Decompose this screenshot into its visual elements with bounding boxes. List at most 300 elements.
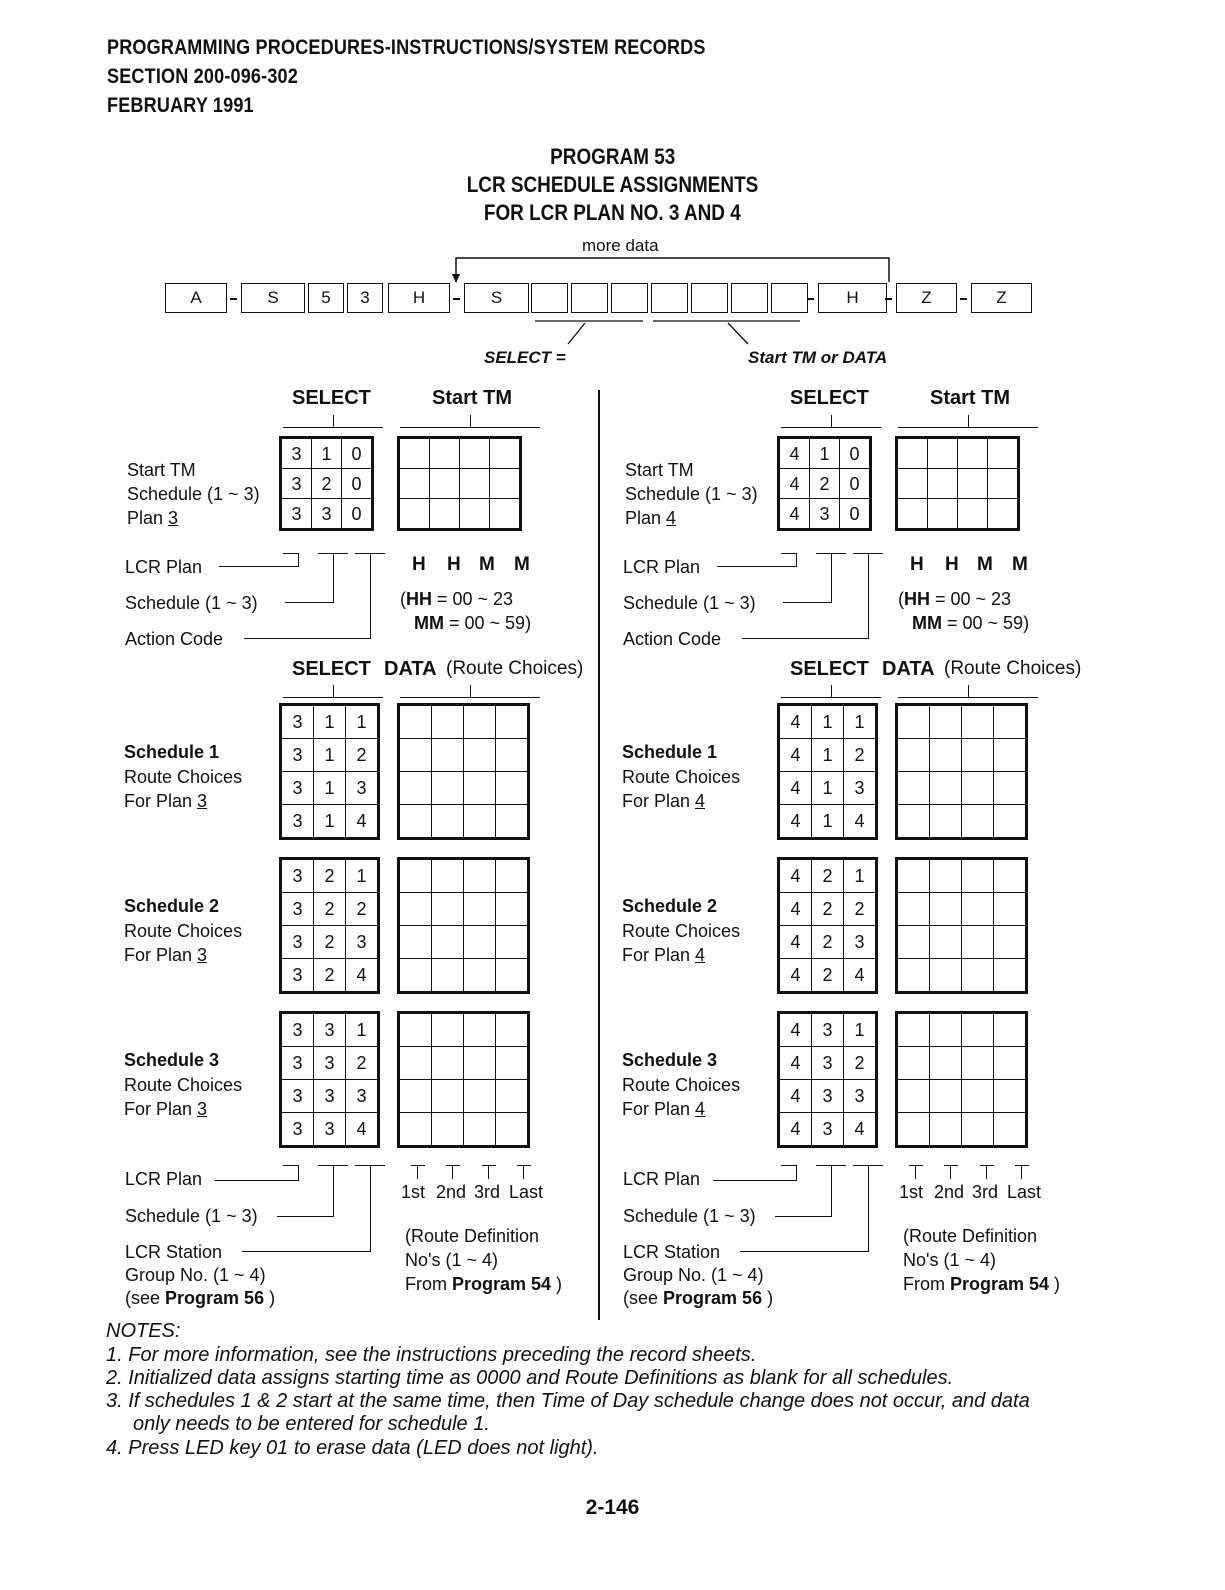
- entry-cell: [464, 739, 496, 772]
- entry-cell: [432, 959, 464, 993]
- header-bracket-tick: [470, 685, 471, 697]
- paren: ): [762, 1288, 774, 1308]
- route-choices-label: Route Choices: [622, 921, 741, 941]
- schedule-title: Schedule 1: [124, 742, 220, 762]
- route-choice-grid: [895, 1011, 1028, 1148]
- entry-cell: [897, 959, 930, 993]
- select-digit: 0: [840, 438, 871, 469]
- entry-cell: [928, 438, 958, 469]
- select-digit: 1: [346, 705, 379, 739]
- select-digit: 4: [779, 859, 812, 893]
- select-digit: 1: [812, 739, 844, 772]
- see-program-56: [623, 1286, 773, 1310]
- entry-cell: [962, 1113, 994, 1147]
- leader-line: [853, 553, 883, 554]
- group-no-label: Group No. (1 ~ 4): [125, 1265, 266, 1285]
- leader-line: [853, 1165, 883, 1166]
- route-choices-label: Route Choices: [124, 767, 243, 787]
- entry-cell: [399, 705, 432, 739]
- leader-line: [333, 553, 334, 603]
- select-digit: 4: [779, 1113, 812, 1147]
- entry-cell: [988, 438, 1019, 469]
- see-program-56: [125, 1286, 275, 1310]
- for-plan-label: [622, 943, 705, 967]
- start-select-grid: [777, 436, 872, 531]
- leader-line: [781, 1165, 797, 1166]
- paren: (: [898, 589, 904, 609]
- sequence-key: Z: [971, 283, 1032, 313]
- note-3-continued: only needs to be entered for schedule 1.: [133, 1413, 490, 1435]
- hhmm-letter: M: [479, 554, 495, 575]
- select-digit: 1: [346, 1013, 379, 1047]
- route-choices-label: Route Choices: [124, 1075, 243, 1095]
- leader-line: [868, 553, 869, 639]
- entry-cell: [399, 772, 432, 805]
- entry-cell: [994, 772, 1027, 805]
- select-digit: 3: [812, 1013, 844, 1047]
- select-digit: 2: [844, 1047, 877, 1080]
- select-digit: 3: [844, 926, 877, 959]
- schedule-title: Schedule 2: [124, 896, 220, 916]
- select-digit: 1: [812, 805, 844, 839]
- entry-cell: [994, 959, 1027, 993]
- schedule-range-label: Schedule (1 ~ 3): [127, 484, 260, 504]
- select-digit: 1: [812, 705, 844, 739]
- route-order-label: 1st: [401, 1182, 426, 1202]
- hh-range: [400, 587, 513, 611]
- lcr-plan-label: LCR Plan: [623, 1169, 701, 1189]
- for-plan-word: For Plan: [622, 945, 691, 965]
- entry-cell: [930, 926, 962, 959]
- schedule-range-label: Schedule (1 ~ 3): [625, 484, 758, 504]
- note-1: 1. For more information, see the instructions preceding the record sheets.: [106, 1344, 757, 1366]
- leader-line: [796, 553, 797, 567]
- select-digit: 2: [812, 926, 844, 959]
- entry-cell: [432, 1013, 464, 1047]
- for-plan-word: For Plan: [124, 945, 193, 965]
- select-digit: 4: [779, 1013, 812, 1047]
- leader-line: [796, 1165, 797, 1181]
- leader-line: [717, 566, 797, 567]
- entry-cell: [988, 469, 1019, 499]
- order-tick: [523, 1165, 524, 1179]
- entry-cell: [928, 469, 958, 499]
- hhmm-letter: H: [412, 554, 426, 575]
- mm-label: MM: [414, 613, 444, 633]
- entry-cell: [897, 772, 930, 805]
- entry-cell: [958, 438, 988, 469]
- entry-cell: [460, 499, 490, 530]
- select-digit: 2: [346, 893, 379, 926]
- select-digit: 3: [812, 1047, 844, 1080]
- data-column-header: DATA: [384, 658, 437, 680]
- program-54-ref: Program 54: [950, 1274, 1050, 1294]
- header-bracket-tick: [470, 415, 471, 427]
- entry-cell: [496, 1013, 529, 1047]
- schedule-title: Schedule 1: [622, 742, 718, 762]
- header-bracket: [400, 427, 540, 428]
- select-digit: 3: [281, 805, 314, 839]
- header-bracket-tick: [333, 685, 334, 697]
- select-digit: 3: [281, 1047, 314, 1080]
- select-digit: 3: [281, 499, 312, 530]
- entry-cell: [399, 499, 430, 530]
- entry-cell: [994, 859, 1027, 893]
- select-digit: 0: [342, 499, 373, 530]
- lcr-station-label: LCR Station: [125, 1242, 223, 1262]
- entry-cell: [930, 772, 962, 805]
- entry-cell: [930, 1113, 962, 1147]
- entry-cell: [399, 438, 430, 469]
- lcr-station-label: LCR Station: [623, 1242, 721, 1262]
- entry-cell: [496, 772, 529, 805]
- order-tick: [986, 1165, 987, 1179]
- entry-cell: [432, 1080, 464, 1113]
- plan-word: Plan: [127, 508, 164, 528]
- entry-cell: [496, 1080, 529, 1113]
- header-bracket: [781, 697, 881, 698]
- hh-range-text: = 00 ~ 23: [432, 589, 514, 609]
- entry-cell: [432, 805, 464, 839]
- entry-cell: [399, 1047, 432, 1080]
- select-digit: 1: [314, 739, 346, 772]
- entry-cell: [460, 438, 490, 469]
- select-digit: 4: [844, 959, 877, 993]
- leader-line: [740, 1251, 869, 1252]
- select-digit: 1: [844, 1013, 877, 1047]
- entry-cell: [496, 739, 529, 772]
- hh-label: HH: [406, 589, 432, 609]
- select-digit: 4: [779, 438, 810, 469]
- entry-cell: [399, 859, 432, 893]
- document-header-line-2: SECTION 200-096-302: [107, 65, 298, 88]
- entry-cell: [897, 1013, 930, 1047]
- select-digit: 3: [281, 959, 314, 993]
- route-select-grid: [777, 857, 878, 994]
- entry-cell: [496, 805, 529, 839]
- header-bracket: [898, 427, 1038, 428]
- entry-cell: [930, 1080, 962, 1113]
- from-text: From: [405, 1274, 452, 1294]
- select-digit: 3: [281, 739, 314, 772]
- route-order-label: 3rd: [972, 1182, 999, 1202]
- select-digit: 4: [346, 959, 379, 993]
- entry-cell: [490, 499, 521, 530]
- entry-cell: [464, 1080, 496, 1113]
- route-definition-range: No's (1 ~ 4): [405, 1250, 498, 1270]
- entry-cell: [988, 499, 1019, 530]
- route-choices-label: Route Choices: [622, 767, 741, 787]
- select-digit: 1: [346, 859, 379, 893]
- select-digit: 1: [844, 859, 877, 893]
- for-plan-word: For Plan: [622, 1099, 691, 1119]
- program-56-ref: Program 56: [165, 1288, 265, 1308]
- start-time-grid: [397, 436, 522, 531]
- for-plan-label: [124, 943, 207, 967]
- entry-cell: [962, 926, 994, 959]
- entry-cell: [464, 959, 496, 993]
- select-digit: 4: [779, 805, 812, 839]
- route-choices-header: (Route Choices): [446, 658, 584, 679]
- entry-cell: [928, 499, 958, 530]
- entry-cell: [930, 1013, 962, 1047]
- select-digit: 3: [812, 1113, 844, 1147]
- select-column-header: SELECT: [790, 658, 869, 680]
- order-tick: [488, 1165, 489, 1179]
- paren: ): [551, 1274, 563, 1294]
- select-digit: 4: [779, 705, 812, 739]
- select-digit: 3: [844, 1080, 877, 1113]
- header-bracket: [898, 697, 1038, 698]
- entry-cell: [496, 1113, 529, 1147]
- leader-line: [244, 638, 371, 639]
- document-header-line-1: PROGRAMMING PROCEDURES-INSTRUCTIONS/SYSTEM RECORDS: [107, 36, 706, 59]
- entry-cell: [994, 705, 1027, 739]
- entry-cell: [897, 859, 930, 893]
- start-select-grid: [279, 436, 374, 531]
- schedule-title: Schedule 3: [622, 1050, 718, 1070]
- select-digit: 3: [281, 926, 314, 959]
- entry-cell: [432, 772, 464, 805]
- entry-cell: [962, 893, 994, 926]
- entry-cell: [490, 438, 521, 469]
- leader-line: [283, 1165, 299, 1166]
- group-no-label: Group No. (1 ~ 4): [623, 1265, 764, 1285]
- entry-cell: [897, 1080, 930, 1113]
- entry-cell: [930, 705, 962, 739]
- entry-cell: [464, 1113, 496, 1147]
- data-column-header: DATA: [882, 658, 935, 680]
- route-definition-range: No's (1 ~ 4): [903, 1250, 996, 1270]
- entry-cell: [897, 499, 928, 530]
- select-digit: 2: [810, 469, 840, 499]
- order-tick: [417, 1165, 418, 1179]
- select-digit: 3: [314, 1080, 346, 1113]
- header-bracket-tick: [831, 415, 832, 427]
- route-choice-grid: [895, 703, 1028, 840]
- select-digit: 4: [779, 469, 810, 499]
- see-text: (see: [623, 1288, 664, 1308]
- header-bracket: [283, 697, 383, 698]
- mm-range-text: = 00 ~ 59): [444, 613, 532, 633]
- leader-line: [868, 1165, 869, 1252]
- header-bracket-tick: [968, 415, 969, 427]
- route-order-label: 3rd: [474, 1182, 501, 1202]
- select-digit: 0: [840, 469, 871, 499]
- entry-cell: [496, 959, 529, 993]
- order-tick: [915, 1165, 916, 1179]
- entry-cell: [897, 926, 930, 959]
- route-definition-label: (Route Definition: [405, 1226, 540, 1246]
- select-digit: 1: [812, 772, 844, 805]
- route-choice-grid: [895, 857, 1028, 994]
- select-digit: 3: [281, 1013, 314, 1047]
- entry-cell: [994, 1013, 1027, 1047]
- route-order-label: Last: [509, 1182, 544, 1202]
- entry-cell: [464, 926, 496, 959]
- select-digit: 3: [346, 926, 379, 959]
- leader-line: [355, 553, 385, 554]
- sequence-key: H: [818, 283, 887, 313]
- route-choice-grid: [397, 1011, 530, 1148]
- entry-cell: [430, 469, 460, 499]
- select-digit: 3: [844, 772, 877, 805]
- select-digit: 2: [314, 859, 346, 893]
- entry-cell: [432, 859, 464, 893]
- entry-cell: [962, 772, 994, 805]
- entry-cell: [962, 859, 994, 893]
- from-program-54: [903, 1272, 1060, 1296]
- sequence-connectors: [0, 0, 1225, 380]
- for-plan-label: [622, 789, 705, 813]
- select-digit: 3: [812, 1080, 844, 1113]
- select-digit: 3: [281, 438, 312, 469]
- select-digit: 3: [281, 859, 314, 893]
- note-2: 2. Initialized data assigns starting time as 0000 and Route Definitions as blank for all schedules.: [106, 1367, 954, 1389]
- route-choices-label: Route Choices: [124, 921, 243, 941]
- entry-cell: [399, 469, 430, 499]
- route-select-grid: [279, 857, 380, 994]
- route-choices-label: Route Choices: [622, 1075, 741, 1095]
- paren: (: [400, 589, 406, 609]
- paren: ): [1049, 1274, 1061, 1294]
- route-choice-grid: [397, 703, 530, 840]
- route-select-grid: [777, 1011, 878, 1148]
- route-definition-label: (Route Definition: [903, 1226, 1038, 1246]
- entry-cell: [994, 1080, 1027, 1113]
- note-4: 4. Press LED key 01 to erase data (LED does not light).: [106, 1437, 599, 1459]
- start-time-grid: [895, 436, 1020, 531]
- leader-line: [355, 1165, 385, 1166]
- action-code-label: Action Code: [125, 629, 224, 649]
- select-digit: 2: [812, 893, 844, 926]
- select-digit: 3: [346, 772, 379, 805]
- leader-line: [370, 553, 371, 639]
- select-digit: 2: [844, 893, 877, 926]
- leader-line: [298, 1165, 299, 1181]
- select-digit: 4: [779, 499, 810, 530]
- entry-cell: [464, 705, 496, 739]
- entry-cell: [464, 1047, 496, 1080]
- action-code-label: Action Code: [623, 629, 722, 649]
- entry-cell: [897, 705, 930, 739]
- select-digit: 3: [281, 705, 314, 739]
- order-tick: [1021, 1165, 1022, 1179]
- see-text: (see: [125, 1288, 166, 1308]
- select-digit: 4: [779, 926, 812, 959]
- hhmm-letter: M: [514, 554, 530, 575]
- entry-cell: [962, 959, 994, 993]
- select-digit: 4: [844, 1113, 877, 1147]
- mm-label: MM: [912, 613, 942, 633]
- for-plan-label: [124, 1097, 207, 1121]
- sequence-key: S: [464, 283, 529, 313]
- leader-line: [775, 1216, 831, 1217]
- select-digit: 3: [346, 1080, 379, 1113]
- leader-line: [277, 1216, 333, 1217]
- start-tm-label: Start TM: [625, 460, 694, 480]
- entry-cell: [490, 469, 521, 499]
- route-select-grid: [279, 703, 380, 840]
- select-digit: 1: [314, 805, 346, 839]
- plan-number: 4: [695, 791, 706, 811]
- entry-cell: [464, 805, 496, 839]
- schedule-leader-label: Schedule (1 ~ 3): [623, 1206, 756, 1226]
- sequence-key: A: [165, 283, 227, 313]
- sequence-key: 5: [308, 283, 344, 313]
- entry-cell: [432, 705, 464, 739]
- hhmm-letter: H: [447, 554, 461, 575]
- select-digit: 3: [314, 1113, 346, 1147]
- leader-line: [781, 553, 797, 554]
- entry-cell: [962, 1047, 994, 1080]
- start-tm-or-data-label: Start TM or DATA: [748, 348, 888, 367]
- page-number: 2-146: [585, 1496, 640, 1519]
- entry-cell: [432, 1047, 464, 1080]
- schedule-leader-label: Schedule (1 ~ 3): [623, 593, 756, 613]
- leader-line: [298, 553, 299, 567]
- entry-cell: [962, 739, 994, 772]
- leader-line: [713, 1180, 797, 1181]
- select-digit: 1: [314, 705, 346, 739]
- sequence-key: 3: [347, 283, 383, 313]
- entry-cell: [897, 893, 930, 926]
- header-bracket: [781, 427, 881, 428]
- schedule-title: Schedule 2: [622, 896, 718, 916]
- column-divider: [598, 390, 600, 1320]
- paren: ): [264, 1288, 276, 1308]
- entry-cell: [496, 859, 529, 893]
- from-program-54: [405, 1272, 562, 1296]
- program-title: PROGRAM 53: [549, 144, 676, 169]
- program-subtitle: LCR SCHEDULE ASSIGNMENTS: [466, 172, 759, 197]
- for-plan-word: For Plan: [124, 791, 193, 811]
- entry-cell: [897, 438, 928, 469]
- select-digit: 4: [779, 1047, 812, 1080]
- schedule-leader-label: Schedule (1 ~ 3): [125, 593, 258, 613]
- route-choices-header: (Route Choices): [944, 658, 1082, 679]
- entry-cell: [994, 805, 1027, 839]
- entry-cell: [930, 805, 962, 839]
- header-bracket-tick: [333, 415, 334, 427]
- plan-number: 4: [695, 1099, 706, 1119]
- select-digit: 2: [844, 739, 877, 772]
- entry-cell: [460, 469, 490, 499]
- select-digit: 4: [779, 959, 812, 993]
- start-tm-column-header: Start TM: [432, 387, 512, 409]
- entry-cell: [962, 805, 994, 839]
- select-digit: 3: [281, 1080, 314, 1113]
- note-3: 3. If schedules 1 & 2 start at the same time, then Time of Day schedule change does not occur, and data: [106, 1390, 1030, 1412]
- select-digit: 3: [810, 499, 840, 530]
- entry-cell: [897, 805, 930, 839]
- select-digit: 1: [844, 705, 877, 739]
- select-digit: 4: [346, 1113, 379, 1147]
- program-subtitle-plans: FOR LCR PLAN NO. 3 AND 4: [484, 200, 741, 225]
- entry-cell: [994, 1113, 1027, 1147]
- plan-word: Plan: [625, 508, 662, 528]
- from-text: From: [903, 1274, 950, 1294]
- entry-cell: [399, 1113, 432, 1147]
- entry-cell: [430, 438, 460, 469]
- leader-line: [219, 566, 299, 567]
- plan-number: 4: [666, 508, 677, 528]
- entry-cell: [930, 959, 962, 993]
- route-order-label: 2nd: [934, 1182, 965, 1202]
- entry-cell: [994, 1047, 1027, 1080]
- entry-cell: [994, 739, 1027, 772]
- header-bracket: [400, 697, 540, 698]
